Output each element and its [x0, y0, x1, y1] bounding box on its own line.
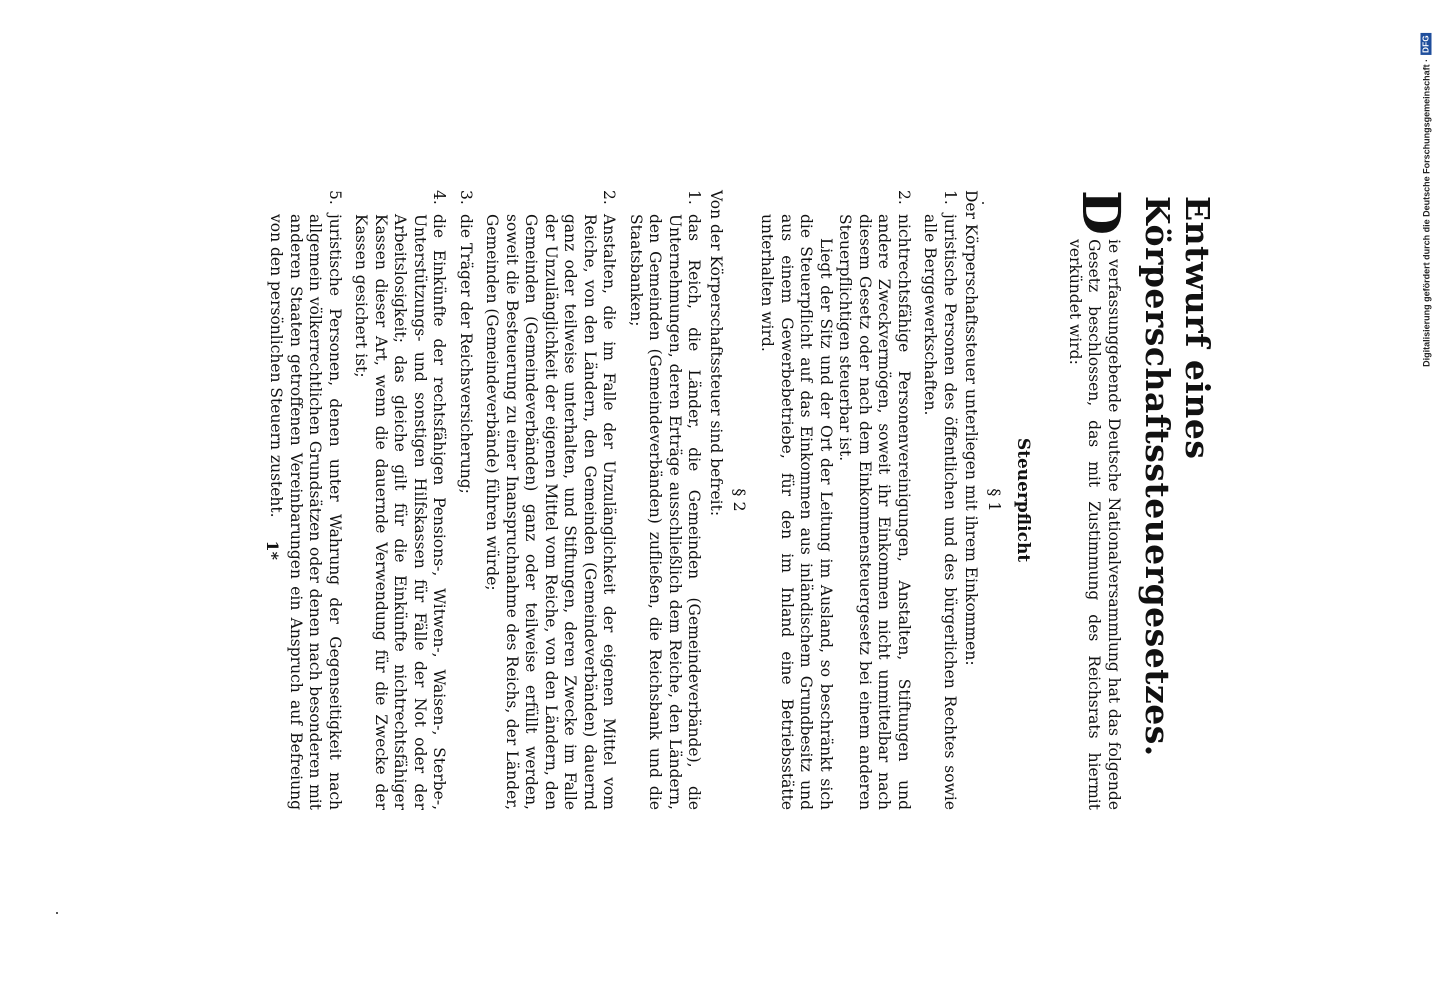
- intro-paragraph: [1065, 190, 1131, 810]
- item-text: juristische Personen, denen unter Wahrung der Gegenseitigkeit nach allgemein völkerrechtlichen Grundsätzen oder denen nach besonderen mit anderen Staaten getroffenen Vereinbarungen ein Anspruch auf Befreiung von den persönlichen Steuern zusteht.: [267, 214, 344, 810]
- item-number: 5.: [326, 190, 344, 205]
- section-lead: Von der Körperschaftssteuer sind befreit:: [707, 190, 725, 517]
- list-item: [920, 190, 959, 810]
- item-text: die Einkünfte der rechtsfähigen Pensions-, Witwen-, Waisen-, Sterbe-, Unterstützungs- und sonstigen Hilfskassen für Fälle der Not oder der Arbeitslosigkeit; das gleiche gilt für die Einkünfte nichtrechtsfähiger Kassen dieser Art, wenn die dauernde Verwendung für die Zwecke der Kassen gesichert ist;: [352, 214, 449, 810]
- item-text: Anstalten, die im Falle der Unzulänglichkeit der eigenen Mittel vom Reiche, von den Ländern, den Gemeinden (Gemeindeverbänden) dauernd ganz oder teilweise unterhalten, und Stiftungen, deren Zwecke im Falle der Unzulänglichkeit der eigenen Mittel vom Reiche, von den Ländern, den Gemeinden (Gemeindeverbänden) ganz oder teilweise erfüllt werden, soweit die Besteuerung zu einer Inanspruchnahme des Reichs, der Länder, Gemeinden (Gemeindeverbände) führen würde;: [483, 214, 619, 810]
- drop-cap: D: [1070, 190, 1131, 236]
- section-2: [266, 190, 749, 810]
- item-number: 3.: [457, 190, 475, 205]
- paragraph-mark: § 1: [985, 488, 1005, 512]
- section-1: [757, 190, 1005, 810]
- section-lead: Der Körperschaftssteuer unterliegen mit ihrem Einkommen:: [962, 190, 981, 666]
- list-item: [456, 190, 476, 810]
- item-number: 1.: [685, 190, 704, 205]
- item-number: 1.: [941, 190, 959, 205]
- item-continuation: Liegt der Sitz und der Ort der Leitung im Ausland, so beschränkt sich die Steuerpflicht auf das Einkommen aus inländischem Grundbesitz und aus einem Gewerbebetriebe, für den im Inland eine Betriebsstätte unterhalten wird.: [758, 214, 835, 810]
- scan-speck: [56, 912, 58, 914]
- list-item: [482, 190, 619, 810]
- item-number: 2.: [600, 190, 619, 205]
- item-text: die Träger der Reichsversicherung;: [457, 214, 475, 494]
- document-title: Entwurf eines Körperschaftssteuergesetzes.: [1138, 196, 1217, 757]
- dfg-logo-icon: DFG: [1421, 35, 1431, 53]
- list-item: [351, 190, 449, 810]
- digitization-credit: [1421, 33, 1432, 367]
- item-text: nichtrechtsfähige Personenvereinigungen, Anstalten, Stiftungen und andere Zweckvermögen, soweit ihr Einkommen nicht unmittelbar nach diesem Gesetz oder nach dem Einkommensteuergesetz bei einem anderen Steuerpflichtigen steuerbar ist.: [836, 214, 913, 810]
- paragraph-mark: § 2: [730, 488, 749, 512]
- list-item: [266, 190, 344, 810]
- item-text: das Reich, die Länder, die Gemeinden (Gemeindeverbände), die Unternehmungen, deren Erträge ausschließlich dem Reiche, den Ländern, den Gemeinden (Gemeindeverbänden) zufließen, die Reichsbank und die Staatsbanken;: [627, 214, 704, 810]
- list-item: [626, 190, 704, 810]
- section-heading: Steuerpflicht: [1013, 437, 1034, 563]
- item-number: 4.: [430, 190, 449, 205]
- page-number: 1*: [263, 540, 282, 560]
- scan-speck: [982, 202, 984, 204]
- credit-text: Digitalisierung gefördert durch die Deutsche Forschungsgemeinschaft ·: [1421, 58, 1431, 367]
- item-number: 2.: [895, 190, 913, 205]
- list-item: [757, 190, 913, 810]
- intro-text: ie verfassunggebende Deutsche Nationalversammlung hat das folgende Gesetz beschlossen, das mit Zustimmung des Reichsrats hiermit verkündet wird:: [1066, 239, 1123, 810]
- item-text: juristische Personen des öffentlichen und des bürgerlichen Rechtes sowie alle Berggewerkschaften.: [921, 214, 959, 810]
- document-page: [217, 190, 1217, 810]
